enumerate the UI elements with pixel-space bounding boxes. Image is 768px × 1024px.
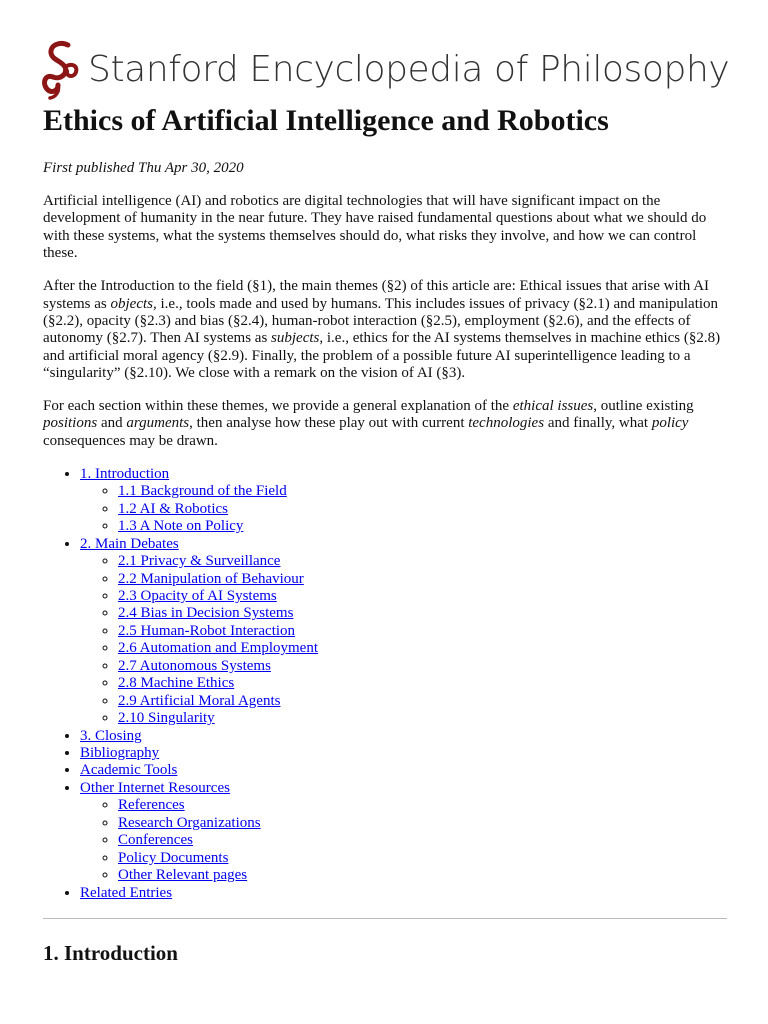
toc-sublist-introduction — [80, 483, 727, 535]
emphasis: technologies — [468, 415, 545, 432]
toc-link-closing[interactable]: 3. Closing — [80, 727, 142, 744]
text-span: , i.e., ethics for the AI systems themselves in machine ethics (§2.8) and artificial moral agency (§2.9). Finally, the problem of a possible future AI superintelligence leading to a “singularity” (§2.10). We close with a remark on the vision of AI (§3). — [43, 330, 721, 382]
emphasis: policy — [651, 415, 689, 432]
text-span: and finally, what — [544, 415, 652, 432]
toc-subitem — [118, 693, 727, 710]
text-span: For each section within these themes, we provide a general explanation of the — [43, 398, 513, 415]
toc-subitem — [118, 605, 727, 622]
site-masthead[interactable] — [38, 38, 729, 102]
toc-subitem — [118, 867, 727, 884]
toc-link-introduction[interactable]: 1. Introduction — [80, 465, 170, 482]
toc-subitem — [118, 797, 727, 814]
emphasis: arguments — [126, 415, 190, 432]
text-span: , then analyse how these play out with current — [189, 415, 469, 432]
sep-logo-icon — [38, 39, 82, 101]
emphasis: positions — [43, 415, 98, 432]
toc-subitem — [118, 483, 727, 500]
toc-subitem — [118, 623, 727, 640]
toc-link-autonomous-systems[interactable]: 2.7 Autonomous Systems — [118, 657, 271, 674]
toc-link-artificial-moral-agents[interactable]: 2.9 Artificial Moral Agents — [118, 692, 281, 709]
emphasis: objects — [110, 295, 153, 312]
toc-link-opacity-of-ai-systems[interactable]: 2.3 Opacity of AI Systems — [118, 587, 277, 604]
text-span: , i.e., tools made and used by humans. This includes issues of privacy (§2.1) and manipulation (§2.2), opacity (§2.3) and bias (§2.4), human-robot interaction (§2.5), employment (§2.6), and the effects of autonomy (§2.7). Then AI systems as — [43, 295, 719, 347]
toc-subitem — [118, 850, 727, 867]
toc-subitem — [118, 588, 727, 605]
toc-link-automation-and-employment[interactable]: 2.6 Automation and Employment — [118, 640, 318, 657]
toc-link-background-of-the-field[interactable]: 1.1 Background of the Field — [118, 483, 287, 500]
publication-date: First published Thu Apr 30, 2020 — [43, 160, 244, 176]
toc-link-main-debates[interactable]: 2. Main Debates — [80, 535, 179, 552]
toc-subitem — [118, 710, 727, 727]
toc-link-singularity[interactable]: 2.10 Singularity — [118, 710, 215, 727]
toc-link-privacy-surveillance[interactable]: 2.1 Privacy & Surveillance — [118, 553, 281, 570]
toc-link-human-robot-interaction[interactable]: 2.5 Human-Robot Interaction — [118, 622, 296, 639]
toc-sublist-main-debates — [80, 553, 727, 728]
entry-title: Ethics of Artificial Intelligence and Robotics — [43, 104, 609, 137]
text-span: , outline existing — [593, 398, 694, 415]
toc-subitem — [118, 658, 727, 675]
toc-link-other-relevant-pages[interactable]: Other Relevant pages — [118, 867, 248, 884]
section-heading-introduction: 1. Introduction — [43, 941, 178, 965]
emphasis: subjects — [271, 330, 320, 347]
toc-subitem — [118, 571, 727, 588]
toc-link-policy-documents[interactable]: Policy Documents — [118, 849, 229, 866]
text-span: consequences may be drawn. — [43, 432, 218, 449]
toc-link-other-internet-resources[interactable]: Other Internet Resources — [80, 779, 230, 796]
section-divider — [43, 918, 727, 919]
toc-subitem — [118, 518, 727, 535]
toc-link-conferences[interactable]: Conferences — [118, 832, 193, 849]
toc-sublist-other-internet-resources — [80, 797, 727, 884]
toc-item-bibliography — [80, 745, 727, 762]
text-span: and — [97, 415, 127, 432]
toc-item-main-debates — [80, 536, 727, 728]
toc-link-ai-robotics[interactable]: 1.2 AI & Robotics — [118, 500, 229, 517]
toc-link-academic-tools[interactable]: Academic Tools — [80, 762, 178, 779]
text-span: After the Introduction to the field (§1), the main themes (§2) of this article are: Ethical issues that arise with AI systems as — [43, 278, 710, 312]
entry-preamble — [43, 193, 727, 902]
toc-link-note-on-policy[interactable]: 1.3 A Note on Policy — [118, 518, 244, 535]
toc-link-related-entries[interactable]: Related Entries — [80, 884, 173, 901]
toc-item-other-internet-resources — [80, 780, 727, 885]
toc-link-bibliography[interactable]: Bibliography — [80, 745, 160, 762]
toc-link-bias-in-decision-systems[interactable]: 2.4 Bias in Decision Systems — [118, 605, 294, 622]
toc-link-machine-ethics[interactable]: 2.8 Machine Ethics — [118, 675, 235, 692]
toc-subitem — [118, 815, 727, 832]
preamble-paragraph-2 — [43, 278, 727, 382]
toc-subitem — [118, 640, 727, 657]
preamble-paragraph-3 — [43, 398, 727, 450]
preamble-paragraph-1: Artificial intelligence (AI) and robotics are digital technologies that will have significant impact on the development of humanity in the near future. They have raised fundamental questions about what we should do with these systems, what the systems themselves should do, what risks they involve, and how we can control these. — [43, 193, 707, 262]
toc-link-research-organizations[interactable]: Research Organizations — [118, 814, 261, 831]
toc-item-academic-tools — [80, 762, 727, 779]
site-title[interactable]: Stanford Encyclopedia of Philosophy — [88, 49, 730, 90]
toc-link-references[interactable]: References — [118, 797, 185, 814]
emphasis: ethical issues — [512, 398, 594, 415]
toc-subitem — [118, 832, 727, 849]
toc-subitem — [118, 501, 727, 518]
toc-item-introduction — [80, 466, 727, 536]
toc-link-manipulation-of-behaviour[interactable]: 2.2 Manipulation of Behaviour — [118, 570, 304, 587]
table-of-contents — [43, 466, 727, 902]
toc-item-related-entries — [80, 885, 727, 902]
toc-subitem — [118, 553, 727, 570]
toc-subitem — [118, 675, 727, 692]
toc-item-closing — [80, 728, 727, 745]
